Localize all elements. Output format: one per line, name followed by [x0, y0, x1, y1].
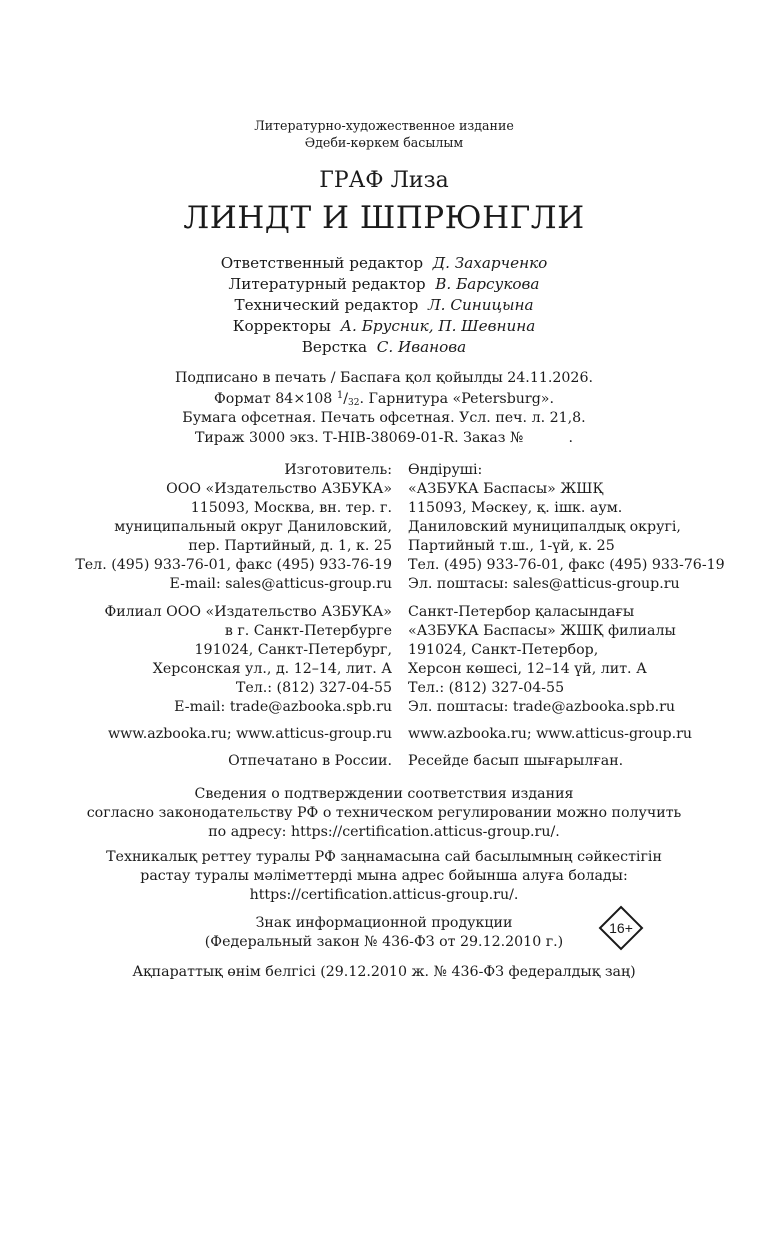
age-rating-text: 16+ [609, 920, 633, 936]
credit-role: Литературный редактор [228, 275, 426, 293]
genre-kz: Әдеби-көркем басылым [304, 135, 464, 150]
run-end: . [568, 430, 574, 446]
branch-ru-line: 191024, Санкт-Петербург, [194, 642, 392, 658]
credit-name: С. Иванова [376, 338, 467, 356]
branch-kz-line: Эл. поштасы: trade@azbooka.spb.ru [408, 699, 676, 715]
manufacturer-ru-line: муниципальный округ Даниловский, [114, 519, 392, 535]
format-denominator: 32 [347, 398, 360, 408]
credit-role: Ответственный редактор [220, 254, 424, 272]
genre-ru: Литературно-художественное издание [254, 118, 514, 133]
credit-name: А. Брусник, П. Шевнина [340, 317, 536, 335]
websites-ru: www.azbooka.ru; www.atticus-group.ru [108, 726, 392, 742]
info-sign-line1: Знак информационной продукции [255, 915, 513, 931]
manufacturer-ru-line: 115093, Москва, вн. тер. г. [190, 500, 392, 516]
format-numerator: 1 [336, 390, 344, 401]
manufacturer-ru-line: пер. Партийный, д. 1, к. 25 [188, 538, 392, 554]
branch-kz-line: 191024, Санкт-Петербор, [408, 642, 599, 658]
manufacturer-ru-line: Тел. (495) 933-76-01, факс (495) 933-76-19 [75, 557, 392, 573]
credit-line [0, 338, 768, 356]
book-title: ЛИНДТ И ШПРЮНГЛИ [183, 200, 585, 236]
branch-kz-line: Херсон көшесі, 12–14 үй, лит. А [408, 661, 647, 677]
credit-name: Л. Синицына [428, 296, 534, 314]
manufacturer-kz-line: 115093, Мәскеу, қ. ішк. аум. [408, 500, 623, 516]
branch-kz-line: «АЗБУКА Баспасы» ЖШҚ филиалы [408, 623, 676, 639]
print-run [0, 430, 768, 446]
branch-kz-line: Тел.: (812) 327-04-55 [408, 680, 565, 696]
cert-kz-line: растау туралы мәліметтерді мына адрес бойынша алуға болады: [140, 868, 628, 884]
format-prefix: Формат 84×108 [214, 391, 333, 407]
cert-ru-line: согласно законодательству РФ о техническом регулировании можно получить [86, 805, 682, 821]
manufacturer-ru-line: E-mail: sales@atticus-group.ru [169, 576, 392, 592]
cert-kz-line: Техникалық реттеу туралы РФ заңнамасына сай басылымның сәйкестігін [106, 849, 662, 865]
info-sign-kz: Ақпараттық өнім белгісі (29.12.2010 ж. № 436-ФЗ федералдық заң) [132, 964, 636, 980]
cert-kz-line: https://certification.atticus-group.ru/. [249, 887, 519, 903]
branch-ru-line: Тел.: (812) 327-04-55 [235, 680, 392, 696]
manufacturer-kz-line: Даниловский муниципалдық округі, [408, 519, 681, 535]
credit-role: Корректоры [232, 317, 331, 335]
branch-ru-line: в г. Санкт-Петербурге [224, 623, 392, 639]
credit-line [0, 317, 768, 335]
credit-name: Д. Захарченко [432, 254, 548, 272]
credit-name: В. Барсукова [435, 275, 540, 293]
credit-line [0, 296, 768, 314]
websites-kz: www.azbooka.ru; www.atticus-group.ru [408, 726, 692, 742]
manufacturer-kz-line: «АЗБУКА Баспасы» ЖШҚ [408, 481, 604, 497]
manufacturer-kz-line: Партийный т.ш., 1-үй, к. 25 [408, 538, 615, 554]
credit-line [0, 275, 768, 293]
branch-ru-line: Херсонская ул., д. 12–14, лит. А [152, 661, 392, 677]
credit-role: Технический редактор [234, 296, 419, 314]
branch-ru-line: E-mail: trade@azbooka.spb.ru [174, 699, 392, 715]
format-suffix: . Гарнитура «Petersburg». [359, 391, 554, 407]
print-format: Формат 84×108 $^1/_{32}$. Гарнитура «Petersburg». [214, 390, 554, 408]
credit-role: Верстка [301, 338, 368, 356]
book-author: ГРАФ Лиза [319, 168, 449, 193]
branch-kz-line: Санкт-Петербор қаласындағы [408, 604, 635, 620]
credit-line [0, 254, 768, 272]
branch-ru-line: Филиал ООО «Издательство АЗБУКА» [104, 604, 392, 620]
print-signed: Подписано в печать / Баспаға қол қойылды 24.11.2026. [174, 370, 593, 386]
info-sign-line2: (Федеральный закон № 436-ФЗ от 29.12.2010 г.) [204, 934, 564, 950]
cert-ru-line: Сведения о подтверждении соответствия издания [194, 786, 574, 802]
print-paper: Бумага офсетная. Печать офсетная. Усл. печ. л. 21,8. [182, 410, 586, 426]
age-rating-badge [598, 905, 644, 951]
manufacturer-kz-line: Өндіруші: [408, 462, 483, 478]
cert-ru-line: по адресу: https://certification.atticus-group.ru/. [208, 824, 560, 840]
manufacturer-kz-line: Тел. (495) 933-76-01, факс (495) 933-76-19 [408, 557, 725, 573]
printed-kz: Ресейде басып шығарылған. [408, 753, 624, 769]
manufacturer-ru-line: Изготовитель: [284, 462, 392, 478]
manufacturer-ru-line: ООО «Издательство АЗБУКА» [166, 481, 392, 497]
manufacturer-kz-line: Эл. поштасы: sales@atticus-group.ru [408, 576, 680, 592]
printed-ru: Отпечатано в России. [228, 753, 392, 769]
run-text: Тираж 3000 экз. Т-НІВ-38069-01-R. Заказ № [194, 430, 524, 446]
